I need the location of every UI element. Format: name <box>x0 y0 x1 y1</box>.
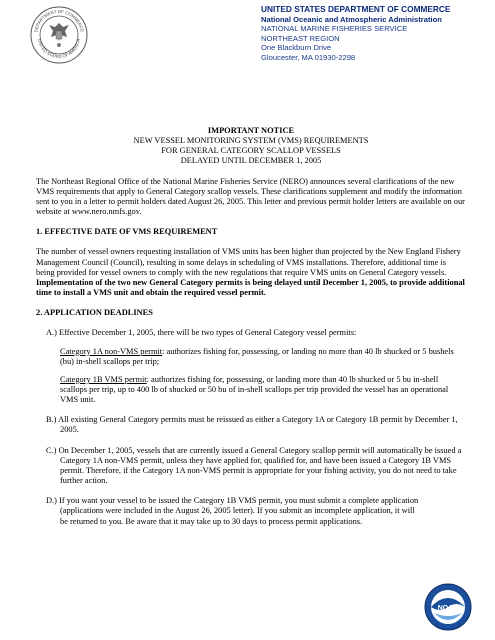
category-1a-text: : authorizes fishing for, possessing, or landing no more than 40 lb shucked or 5 bushels (bu) in-shell scallops per trip; <box>60 346 454 366</box>
doc-seal-logo <box>29 5 89 65</box>
letterhead-city: Gloucester, MA 01930-2298 <box>261 52 356 62</box>
title-important-notice: IMPORTANT NOTICE <box>207 126 295 135</box>
intro-paragraph: The Northeast Regional Office of the National Marine Fisheries Service (NERO) announces several clarifications of the new VMS requirements that apply to General Category scallop vessels. These clarifications supplement and modify the information sent to you in a letter to permit holders dated August 26, 2005. This letter and previous permit holder letters are available on our website at www.nero.nmfs.gov. <box>36 176 465 217</box>
seal-text-top: DEPARTMENT OF COMMERCE <box>33 8 85 33</box>
section-1-paragraph <box>36 247 466 298</box>
item-c: C.) On December 1, 2005, vessels that are currently issued a General Category scallop permit will automatically be issued a Category 1A non-VMS permit, unless they have applied for, qualified for, and have been issued a Category 1B VMS permit. Therefore, if the Category 1A non-VMS permit is appropriate for your fishing activity, you do not need to take further action. <box>46 445 462 486</box>
category-1a-label: Category 1A non-VMS permit <box>60 346 163 356</box>
seal-text-bottom: UNITED STATES OF AMERICA <box>37 38 81 60</box>
letterhead-region: NORTHEAST REGION <box>261 33 340 43</box>
item-a: A.) Effective December 1, 2005, there will be two types of General Category vessel permits: <box>46 328 357 338</box>
notice-body <box>36 126 466 527</box>
category-1b-text: : authorizes fishing for, possessing, or landing more than 40 lb shucked or 5 bu in-shell scallops per trip, up to 400 lb of shucked or 50 bu of in-shell scallops per trip provided the vessel has an operational VMS unit. <box>60 374 449 405</box>
noaa-logo <box>424 583 472 631</box>
title-line-4: DELAYED UNTIL DECEMBER 1, 2005 <box>180 156 322 166</box>
notice-title <box>36 126 466 167</box>
letterhead-service: NATIONAL MARINE FISHERIES SERVICE <box>261 24 408 34</box>
letterhead-agency: National Oceanic and Atmospheric Administration <box>261 14 442 24</box>
category-1b-description <box>60 375 466 405</box>
title-line-2: NEW VESSEL MONITORING SYSTEM (VMS) REQUIREMENTS <box>133 136 369 146</box>
item-b: B.) All existing General Category permits must be reissued as either a Category 1A or Category 1B permit by December 1, 2005. <box>46 415 458 435</box>
category-1b-label: Category 1B VMS permit <box>60 374 147 384</box>
section-1-heading: 1. EFFECTIVE DATE OF VMS REQUIREMENT <box>36 227 218 237</box>
noaa-logo-text: NOAA <box>437 605 459 612</box>
title-line-3: FOR GENERAL CATEGORY SCALLOP VESSELS <box>161 146 341 156</box>
category-1a-description <box>60 347 466 367</box>
section-1-text: The number of vessel owners requesting installation of VMS units has been higher than projected by the New England Fishery Management Council (Council), resulting in some delays in scheduling of VMS installations. Therefore, additional time is being provided for vessel owners to comply with the new regulations that require VMS units on General Category vessels. <box>36 247 461 277</box>
letterhead-street: One Blackburn Drive <box>261 43 332 53</box>
letterhead-department: UNITED STATES DEPARTMENT OF COMMERCE <box>261 4 451 14</box>
section-1-bold-text: Implementation of the two new General Category permits is being delayed until December 1, 2005, to provide additional time to install a VMS unit and obtain the required vessel permit. <box>36 277 465 298</box>
section-2-heading: 2. APPLICATION DEADLINES <box>36 308 153 318</box>
letterhead <box>261 5 491 63</box>
svg-text:UNITED STATES OF AMERICA <box>37 38 81 59</box>
item-d: D.) If you want your vessel to be issued the Category 1B VMS permit, you must submit a complete application (applications were included in the August 26, 2005 letter). If you submit an incomplete application, it will be returned to you. Be aware that it may take up to 30 days to process permit applications. <box>46 496 419 526</box>
